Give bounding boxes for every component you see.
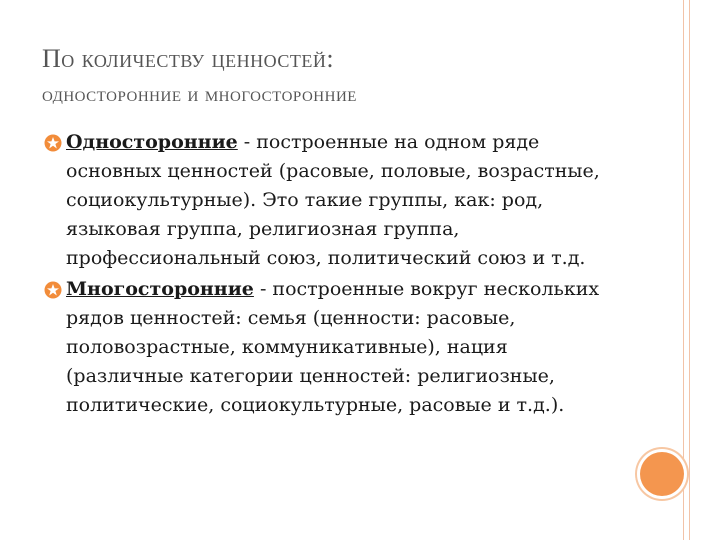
title-line-2: односторонние и многосторонние [42,81,357,106]
title-line-1: По количеству ценностей: [42,44,335,73]
orange-circle-decoration [640,452,684,496]
star-bullet-icon [44,134,62,152]
list-item [44,275,624,420]
slide-title [42,40,662,110]
list-item [44,128,624,273]
star-bullet-icon [44,281,62,299]
item-term: Односторонние [66,131,238,153]
right-rule-line-2 [689,0,690,540]
item-text: - построенные вокруг нескольких рядов ценностей: семья (ценности: расовые, половозрастные, коммуникативные), нация (различные категории ценностей: религиозные, политические, социокультурные, расовые и т.д.). [66,278,600,416]
item-term: Многосторонние [66,278,254,300]
right-rule-line-1 [683,0,684,540]
bullet-list [44,128,624,422]
item-text: - построенные на одном ряде основных ценностей (расовые, половые, возрастные, социокультурные). Это такие группы, как: род, языковая группа, религиозная группа, профессиональный союз, политический союз и т.д. [66,131,600,269]
